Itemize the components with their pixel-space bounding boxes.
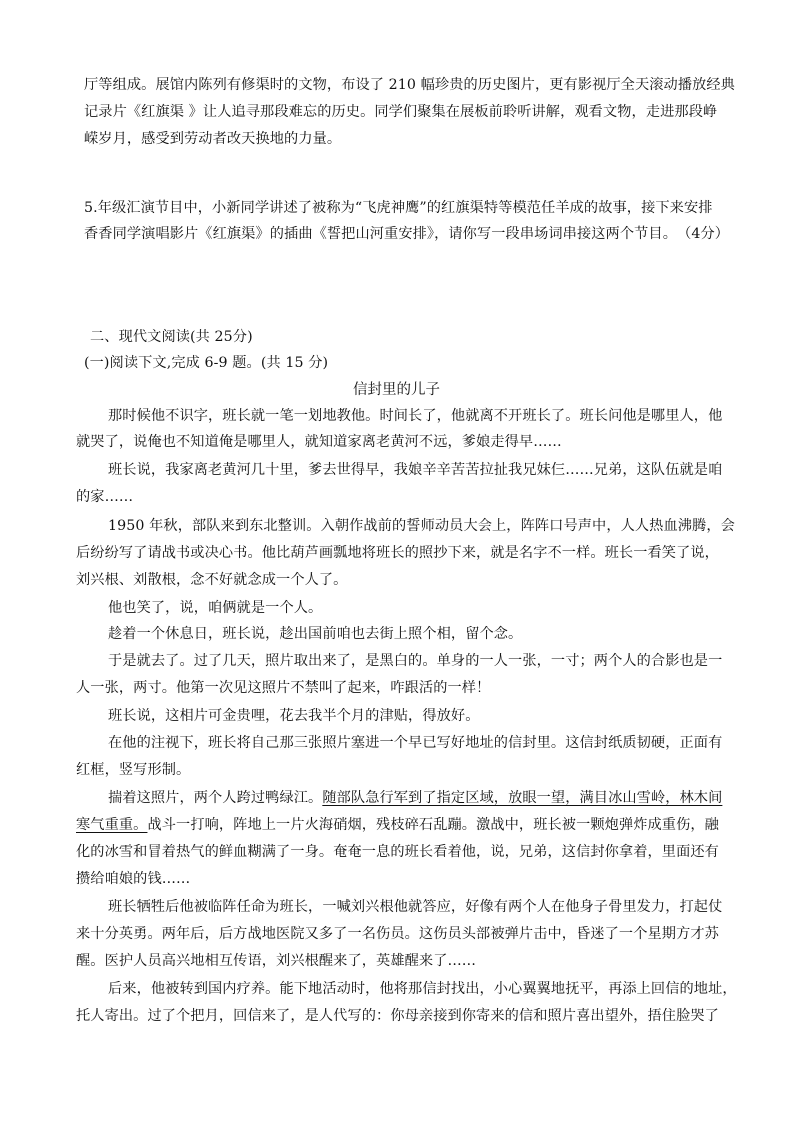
article-line: 于是就去了。过了几天，照片取出来了，是黑白的。单身的一人一张，一寸；两个人的合影也是一 bbox=[108, 653, 723, 669]
article-line: 班长说，我家离老黄河几十里，爹去世得早，我娘辛辛苦苦拉扯我兄妹仨……兄弟，这队伍就是咱 bbox=[108, 462, 723, 478]
article-line: 人一张，两寸。他第一次见这照片不禁叫了起来，咋跟活的一样！ bbox=[76, 680, 491, 696]
article-line: 化的冰雪和冒着热气的鲜血糊满了一身。奄奄一息的班长看着他，说，兄弟，这信封你拿着，里面还有 bbox=[76, 844, 719, 860]
article-line: 红框，竖写形制。 bbox=[76, 762, 191, 778]
article-line: 1950 年秋，部队来到东北整训。入朝作战前的誓师动员大会上，阵阵口号声中，人人热血沸腾，会 bbox=[108, 518, 735, 534]
article-line: 他也笑了，说，咱俩就是一个人。 bbox=[108, 600, 323, 616]
article-text: 战斗一打响，阵地上一片火海硝烟，残枝碎石乱蹦。激战中，班长被一颗炮弹炸成重伤，融 bbox=[147, 817, 719, 833]
article-line: 班长牺牲后他被临阵任命为班长，一喊刘兴根他就答应，好像有两个人在他身子骨里发力，打起仗 bbox=[108, 899, 723, 915]
article-line: 刘兴根、刘散根，念不好就念成一个人了。 bbox=[76, 572, 348, 588]
article-title: 信封里的儿子 bbox=[353, 382, 440, 398]
question-5-line-1: 5.年级汇演节目中，小新同学讲述了被称为“飞虎神鹰”的红旗渠特等模范任羊成的故事，接下来安排 bbox=[84, 200, 713, 216]
article-line: 托人寄出。过了个把月，回信来了，是人代写的：你母亲接到你寄来的信和照片喜出望外，捂住脸哭了 bbox=[76, 1008, 719, 1024]
underlined-sentence: 随部队急行军到了指定区域，放眼一望，满目冰山雪岭，林木间 bbox=[322, 790, 723, 806]
article-line: 就哭了，说俺也不知道俺是哪里人，就知道家离老黄河不远，爹娘走得早…… bbox=[76, 434, 562, 450]
article-text: 揣着这照片，两个人跨过鸭绿江。 bbox=[108, 790, 323, 806]
article-line: 来十分英勇。两年后，后方战地医院又多了一名伤员。这伤员头部被弹片击中，昏迷了一个星期方才苏 bbox=[76, 926, 719, 942]
article-line: 在他的注视下，班长将自己那三张照片塞进一个早已写好地址的信封里。这信封纸质韧硬，正面有 bbox=[108, 735, 723, 751]
subsection-heading: (一)阅读下文,完成 6-9 题。(共 15 分) bbox=[84, 355, 329, 371]
article-line: 攒给咱娘的钱…… bbox=[76, 871, 191, 887]
article-line: 后纷纷写了请战书或决心书。他比葫芦画瓢地将班长的照抄下来，就是名字不一样。班长一看笑了说， bbox=[76, 545, 719, 561]
question-5-line-2: 香香同学演唱影片《红旗渠》的插曲《誓把山河重安排》，请你写一段串场词串接这两个节目。 （4分） bbox=[84, 226, 730, 242]
article-line: 的家…… bbox=[76, 489, 134, 505]
article-line: 后来，他被转到国内疗养。能下地活动时，他将那信封找出，小心翼翼地抚平，再添上回信的地址， bbox=[108, 981, 737, 997]
article-line bbox=[76, 815, 719, 835]
section-heading: 二、现代文阅读(共 25分) bbox=[90, 329, 253, 345]
article-line: 那时候他不识字，班长就一笔一划地教他。时间长了，他就离不开班长了。班长问他是哪里人，他 bbox=[108, 408, 723, 424]
top-paragraph-line-2: 记录片《红旗渠 》让人追寻那段难忘的历史。同学们聚集在展板前聆听讲解，观看文物，走进那段峥 bbox=[84, 104, 718, 120]
article-line: 班长说，这相片可金贵哩，花去我半个月的津贴，得放好。 bbox=[108, 708, 480, 724]
top-paragraph-line-1: 厅等组成。展馆内陈列有修渠时的文物，布设了 210 幅珍贵的历史图片，更有影视厅全天滚动播放经典 bbox=[84, 77, 735, 93]
top-paragraph-line-3: 嵘岁月，感受到劳动者改天换地的力量。 bbox=[84, 131, 342, 147]
article-line: 趁着一个休息日，班长说，趁出国前咱也去街上照个相，留个念。 bbox=[108, 626, 523, 642]
article-line: 醒。医护人员高兴地相互传语，刘兴根醒来了，英雄醒来了…… bbox=[76, 953, 477, 969]
underlined-sentence: 寒气重重。 bbox=[76, 817, 148, 833]
article-line bbox=[108, 788, 722, 808]
